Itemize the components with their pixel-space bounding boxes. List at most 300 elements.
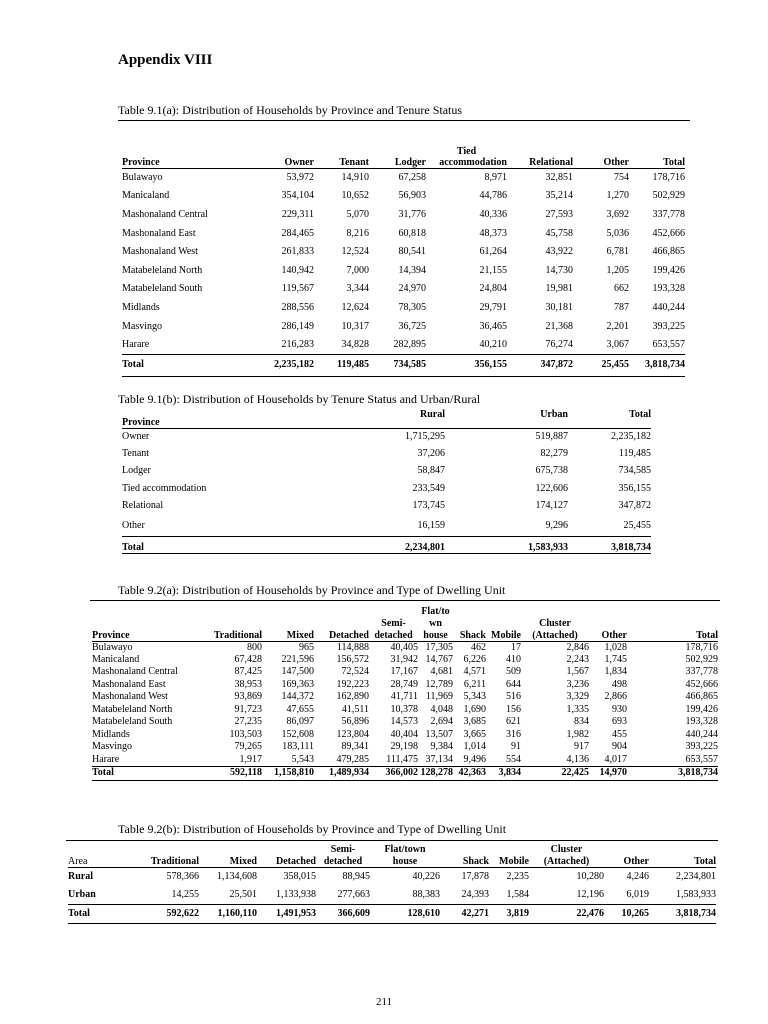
table-cell: 3,818,734 <box>649 904 716 923</box>
table-9-1a <box>122 147 685 377</box>
table-cell: 40,404 <box>390 728 418 740</box>
col-header-area: Area <box>68 855 88 867</box>
table-cell: 965 <box>262 641 314 654</box>
table-cell: 466,865 <box>685 691 718 703</box>
table-cell: 14,970 <box>589 766 627 780</box>
table-cell: 140,942 <box>281 264 314 276</box>
table-cell: 2,234,801 <box>649 867 716 886</box>
table-cell: 675,738 <box>535 465 568 477</box>
table-cell: 29,791 <box>479 301 507 313</box>
total-row <box>68 904 716 923</box>
table-cell: 519,887 <box>445 428 568 445</box>
table-9-2a-title: Table 9.2(a): Distribution of Households by Province and Type of Dwelling Unit <box>118 583 506 597</box>
table-cell: 754 <box>573 169 629 188</box>
table-cell: 37,206 <box>417 448 445 460</box>
table-cell: 662 <box>614 283 629 295</box>
table-cell: 35,214 <box>545 190 573 202</box>
table-cell: 53,972 <box>252 169 314 188</box>
table-cell: 1,028 <box>589 641 627 654</box>
table-cell: 25,455 <box>573 354 629 376</box>
col-header-mixed: Mixed <box>286 629 314 641</box>
table-cell: 592,622 <box>123 904 199 923</box>
table-cell: 27,235 <box>234 716 262 728</box>
table-cell: 455 <box>612 728 627 740</box>
table-cell: 6,019 <box>626 888 649 900</box>
table-cell: 144,372 <box>281 691 314 703</box>
row-label: Mashonaland West <box>92 691 168 703</box>
table-cell: 9,296 <box>545 519 568 531</box>
col-header-cluster-bottom: (Attached) <box>532 629 578 641</box>
table-cell: 452,666 <box>652 227 685 239</box>
table-cell: 10,317 <box>341 320 369 332</box>
table-cell: 29,198 <box>390 741 418 753</box>
table-cell: 3,236 <box>566 678 589 690</box>
table-cell: 229,311 <box>281 208 314 220</box>
row-label: Harare <box>92 753 120 765</box>
table-cell: 10,378 <box>390 703 418 715</box>
table-cell: 356,155 <box>618 482 651 494</box>
table-cell: 393,225 <box>685 741 718 753</box>
table-cell: 93,869 <box>234 691 262 703</box>
row-label: Harare <box>122 338 150 350</box>
table-cell: 366,609 <box>316 904 370 923</box>
col-header-other: Other <box>603 157 629 168</box>
table-cell: 479,285 <box>336 753 369 765</box>
table-9-1a-top-rule <box>118 120 690 121</box>
table-row <box>92 729 718 742</box>
table-cell: 316 <box>506 728 521 740</box>
col-header-cluster-top: Cluster <box>550 843 583 855</box>
table-cell: 904 <box>612 741 627 753</box>
table-cell: 14,394 <box>398 264 426 276</box>
table-cell: 1,715,295 <box>322 428 445 445</box>
table-cell: 88,383 <box>412 888 440 900</box>
table-cell: 12,196 <box>576 888 604 900</box>
row-label: Other <box>122 519 145 531</box>
table-cell: 3,818,734 <box>568 537 651 554</box>
page-number: 211 <box>375 996 393 1008</box>
table-cell: 17,878 <box>440 867 489 886</box>
table-cell: 1,584 <box>506 888 529 900</box>
table-cell: 38,953 <box>234 678 262 690</box>
row-label: Total <box>92 766 196 780</box>
table-row <box>92 691 718 704</box>
table-cell: 156,572 <box>336 653 369 665</box>
table-cell: 8,216 <box>346 227 369 239</box>
table-cell: 21,368 <box>545 320 573 332</box>
table-cell: 61,264 <box>479 246 507 258</box>
table-cell: 2,866 <box>604 691 627 703</box>
table-row <box>122 187 685 206</box>
table-cell: 119,485 <box>314 354 369 376</box>
table-cell: 86,097 <box>286 716 314 728</box>
table-cell: 14,730 <box>545 264 573 276</box>
table-cell: 13,507 <box>425 728 453 740</box>
table-cell: 10,280 <box>529 867 604 886</box>
col-header-shack: Shack <box>459 629 486 641</box>
table-cell: 337,778 <box>652 208 685 220</box>
table-cell: 178,716 <box>629 169 685 188</box>
table-cell: 47,655 <box>286 703 314 715</box>
table-cell: 277,663 <box>337 888 370 900</box>
table-cell: 128,610 <box>370 904 440 923</box>
table-cell: 1,134,608 <box>199 867 257 886</box>
table-cell: 48,373 <box>479 227 507 239</box>
table-cell: 2,235 <box>489 867 529 886</box>
table-cell: 58,847 <box>417 465 445 477</box>
row-label: Total <box>122 354 252 376</box>
table-cell: 1,690 <box>463 703 486 715</box>
table-cell: 2,201 <box>606 320 629 332</box>
table-cell: 787 <box>614 301 629 313</box>
table-cell: 1,270 <box>606 190 629 202</box>
table-cell: 288,556 <box>281 301 314 313</box>
table-row <box>122 224 685 243</box>
col-header-flat-mid: wn <box>429 617 442 629</box>
table-cell: 498 <box>612 678 627 690</box>
table-cell: 114,888 <box>314 641 369 654</box>
col-header-detached: Detached <box>276 855 316 867</box>
table-row <box>122 463 651 480</box>
table-cell: 347,872 <box>507 354 573 376</box>
table-cell: 147,500 <box>281 666 314 678</box>
col-header-mixed: Mixed <box>229 855 257 867</box>
row-label: Total <box>68 904 123 923</box>
table-cell: 1,745 <box>604 653 627 665</box>
table-cell: 2,235,182 <box>568 428 651 445</box>
table-cell: 72,524 <box>341 666 369 678</box>
row-label: Manicaland <box>92 653 140 665</box>
table-cell: 16,159 <box>417 519 445 531</box>
table-cell: 67,428 <box>234 653 262 665</box>
col-header-flat-town-house <box>418 601 453 641</box>
table-cell: 347,872 <box>618 500 651 512</box>
table-cell: 3,329 <box>566 691 589 703</box>
row-label: Masvingo <box>122 320 162 332</box>
table-cell: 1,834 <box>604 666 627 678</box>
row-label: Mashonaland Central <box>92 666 178 678</box>
table-cell: 3,067 <box>606 338 629 350</box>
table-cell: 11,969 <box>425 691 453 703</box>
table-row <box>122 206 685 225</box>
table-cell: 284,465 <box>281 227 314 239</box>
table-cell: 261,833 <box>281 246 314 258</box>
row-label: Masvingo <box>92 741 132 753</box>
table-cell: 14,573 <box>390 716 418 728</box>
table-cell: 1,335 <box>566 703 589 715</box>
row-label: Urban <box>68 888 96 900</box>
appendix-title: Appendix VIII <box>118 52 213 68</box>
col-header-flat-top: Flat/to <box>421 605 450 617</box>
table-cell: 10,265 <box>604 904 649 923</box>
table-cell: 193,328 <box>652 283 685 295</box>
total-row <box>92 766 718 780</box>
col-header-cluster-top: Cluster <box>539 617 571 629</box>
table-cell: 41,711 <box>390 691 418 703</box>
col-header-total: Total <box>663 157 685 168</box>
table-cell: 440,244 <box>652 301 685 313</box>
table-cell: 192,223 <box>336 678 369 690</box>
table-cell: 5,070 <box>346 208 369 220</box>
table-cell: 31,776 <box>398 208 426 220</box>
table-cell: 80,541 <box>398 246 426 258</box>
table-cell: 88,945 <box>316 867 370 886</box>
table-cell: 621 <box>506 716 521 728</box>
table-9-1b <box>122 410 651 554</box>
table-cell: 734,585 <box>618 465 651 477</box>
table-cell: 45,758 <box>545 227 573 239</box>
table-cell: 17,167 <box>390 666 418 678</box>
table-cell: 89,341 <box>341 741 369 753</box>
table-row <box>92 704 718 717</box>
table-cell: 516 <box>506 691 521 703</box>
row-label: Mashonaland East <box>92 678 166 690</box>
table-cell: 5,343 <box>463 691 486 703</box>
col-header-total: Total <box>696 629 718 641</box>
table-cell: 4,571 <box>463 666 486 678</box>
col-header-flat-bottom: house <box>392 855 418 867</box>
table-cell: 5,543 <box>291 753 314 765</box>
table-cell: 193,328 <box>685 716 718 728</box>
table-cell: 3,818,734 <box>627 766 718 780</box>
table-9-2a <box>92 601 718 781</box>
table-cell: 42,271 <box>440 904 489 923</box>
table-cell: 693 <box>612 716 627 728</box>
total-row <box>122 537 651 554</box>
table-cell: 9,384 <box>430 741 453 753</box>
table-row <box>122 498 651 515</box>
table-cell: 199,426 <box>685 703 718 715</box>
table-cell: 337,778 <box>685 666 718 678</box>
table-cell: 24,804 <box>479 283 507 295</box>
table-cell: 91,723 <box>234 703 262 715</box>
col-header-other: Other <box>601 629 627 641</box>
table-cell: 123,804 <box>336 728 369 740</box>
col-header-flat-town-house <box>370 841 440 867</box>
col-header-shack: Shack <box>462 855 489 867</box>
table-cell: 37,134 <box>425 753 453 765</box>
table-cell: 36,725 <box>398 320 426 332</box>
row-label: Lodger <box>122 465 151 477</box>
col-header-total: Total <box>694 855 716 867</box>
col-header-semi-detached <box>316 841 370 867</box>
table-cell: 502,929 <box>652 190 685 202</box>
table-cell: 1,133,938 <box>276 888 316 900</box>
table-cell: 800 <box>196 641 262 654</box>
col-header-tenant: Tenant <box>339 157 369 168</box>
table-cell: 216,283 <box>281 338 314 350</box>
table-cell: 22,425 <box>521 766 589 780</box>
table-row <box>122 243 685 262</box>
row-label: Tied accommodation <box>122 482 207 494</box>
table-row <box>122 480 651 497</box>
row-label: Tenant <box>122 448 150 460</box>
table-row <box>122 428 651 445</box>
table-cell: 199,426 <box>652 264 685 276</box>
table-cell: 25,501 <box>229 888 257 900</box>
col-header-lodger: Lodger <box>394 157 426 168</box>
table-cell: 40,226 <box>370 867 440 886</box>
row-label: Total <box>122 537 322 554</box>
table-cell: 24,393 <box>461 888 489 900</box>
table-cell: 56,903 <box>398 190 426 202</box>
table-cell: 2,234,801 <box>322 537 445 554</box>
table-9-2b <box>68 841 716 924</box>
col-header-semi-top: Semi- <box>330 843 356 855</box>
table-cell: 4,681 <box>430 666 453 678</box>
table-cell: 653,557 <box>652 338 685 350</box>
table-cell: 1,489,934 <box>314 766 369 780</box>
table-cell: 1,917 <box>239 753 262 765</box>
table-row <box>92 641 718 654</box>
col-header-cluster-attached <box>521 601 589 641</box>
table-cell: 25,455 <box>623 519 651 531</box>
table-cell: 1,160,110 <box>199 904 257 923</box>
col-header-mobile: Mobile <box>499 855 529 867</box>
row-label: Matabeleland North <box>92 703 173 715</box>
table-row <box>122 515 651 537</box>
table-cell: 40,405 <box>369 641 418 654</box>
table-cell: 17 <box>486 641 521 654</box>
row-label: Mashonaland East <box>122 227 196 239</box>
table-cell: 734,585 <box>369 354 426 376</box>
table-cell: 358,015 <box>257 867 316 886</box>
table-cell: 4,048 <box>430 703 453 715</box>
table-cell: 4,017 <box>604 753 627 765</box>
table-cell: 2,235,182 <box>252 354 314 376</box>
col-header-semi-bottom: detached <box>374 629 413 641</box>
col-header-mobile: Mobile <box>491 629 521 641</box>
table-cell: 91 <box>511 741 521 753</box>
table-cell: 356,155 <box>426 354 507 376</box>
row-label: Bulawayo <box>122 169 252 188</box>
table-cell: 12,789 <box>425 678 453 690</box>
col-header-cluster-bottom: (Attached) <box>543 855 590 867</box>
row-label: Owner <box>122 428 322 445</box>
table-cell: 8,971 <box>426 169 507 188</box>
table-cell: 36,465 <box>479 320 507 332</box>
col-header-relational: Relational <box>529 157 573 168</box>
row-label: Manicaland <box>122 190 170 202</box>
col-header-flat-bottom: house <box>423 629 448 641</box>
table-cell: 2,243 <box>566 653 589 665</box>
table-cell: 1,583,933 <box>676 888 716 900</box>
table-9-1b-title: Table 9.1(b): Distribution of Households by Tenure Status and Urban/Rural <box>118 392 481 406</box>
table-cell: 1,014 <box>463 741 486 753</box>
table-cell: 162,890 <box>336 691 369 703</box>
table-cell: 592,118 <box>196 766 262 780</box>
table-cell: 5,036 <box>606 227 629 239</box>
table-row <box>92 741 718 754</box>
table-cell: 40,336 <box>479 208 507 220</box>
col-header-tied-bottom: accommodation <box>439 157 507 168</box>
table-cell: 393,225 <box>652 320 685 332</box>
table-cell: 178,716 <box>627 641 718 654</box>
table-cell: 440,244 <box>685 728 718 740</box>
col-header-province: Province <box>122 157 160 168</box>
table-cell: 3,834 <box>486 766 521 780</box>
col-header-traditional: Traditional <box>213 629 262 641</box>
table-cell: 17,305 <box>418 641 453 654</box>
table-cell: 152,608 <box>281 728 314 740</box>
col-header-province: Province <box>92 629 130 641</box>
table-cell: 14,767 <box>425 653 453 665</box>
row-label: Bulawayo <box>92 641 196 654</box>
table-row <box>122 445 651 462</box>
table-cell: 122,606 <box>535 482 568 494</box>
table-cell: 30,181 <box>545 301 573 313</box>
col-header-semi-bottom: detached <box>323 855 363 867</box>
col-header-semi-top: Semi- <box>381 617 406 629</box>
table-row <box>92 754 718 767</box>
table-cell: 183,111 <box>282 741 314 753</box>
table-cell: 128,278 <box>418 766 453 780</box>
table-cell: 22,476 <box>529 904 604 923</box>
table-cell: 3,819 <box>489 904 529 923</box>
table-cell: 233,549 <box>412 482 445 494</box>
table-cell: 40,210 <box>479 338 507 350</box>
row-label: Matabeleland North <box>122 264 203 276</box>
table-row <box>68 867 716 886</box>
table-cell: 7,000 <box>346 264 369 276</box>
table-row <box>92 654 718 667</box>
table-cell: 502,929 <box>685 653 718 665</box>
table-cell: 31,942 <box>390 653 418 665</box>
table-9-1a-title: Table 9.1(a): Distribution of Households by Province and Tenure Status <box>118 103 463 117</box>
table-cell: 462 <box>453 641 486 654</box>
table-cell: 12,624 <box>341 301 369 313</box>
table-row <box>92 716 718 729</box>
table-cell: 173,745 <box>412 500 445 512</box>
table-cell: 578,366 <box>123 867 199 886</box>
col-header-other: Other <box>623 855 649 867</box>
table-cell: 87,425 <box>234 666 262 678</box>
table-cell: 354,104 <box>281 190 314 202</box>
table-cell: 1,583,933 <box>445 537 568 554</box>
table-cell: 3,818,734 <box>629 354 685 376</box>
table-row <box>122 317 685 336</box>
col-header-total: Total <box>629 409 651 420</box>
table-cell: 14,255 <box>171 888 199 900</box>
row-label: Mashonaland Central <box>122 208 208 220</box>
col-header-semi-detached <box>369 601 418 641</box>
table-cell: 67,258 <box>369 169 426 188</box>
table-cell: 2,846 <box>521 641 589 654</box>
table-cell: 221,596 <box>281 653 314 665</box>
col-header-urban: Urban <box>540 409 568 420</box>
table-row <box>122 280 685 299</box>
table-cell: 32,851 <box>507 169 573 188</box>
row-label: Midlands <box>122 301 160 313</box>
table-cell: 174,127 <box>535 500 568 512</box>
col-header-tied-top: Tied <box>456 146 477 157</box>
row-label: Relational <box>122 500 164 512</box>
table-cell: 60,818 <box>398 227 426 239</box>
table-cell: 286,149 <box>281 320 314 332</box>
table-cell: 119,485 <box>618 448 651 460</box>
table-row <box>92 679 718 692</box>
total-row <box>122 354 685 376</box>
table-cell: 78,305 <box>398 301 426 313</box>
table-cell: 14,910 <box>314 169 369 188</box>
table-cell: 119,567 <box>281 283 314 295</box>
table-cell: 10,652 <box>341 190 369 202</box>
table-cell: 466,865 <box>652 246 685 258</box>
table-cell: 56,896 <box>341 716 369 728</box>
table-cell: 366,002 <box>369 766 418 780</box>
table-cell: 653,557 <box>685 753 718 765</box>
table-cell: 3,692 <box>606 208 629 220</box>
